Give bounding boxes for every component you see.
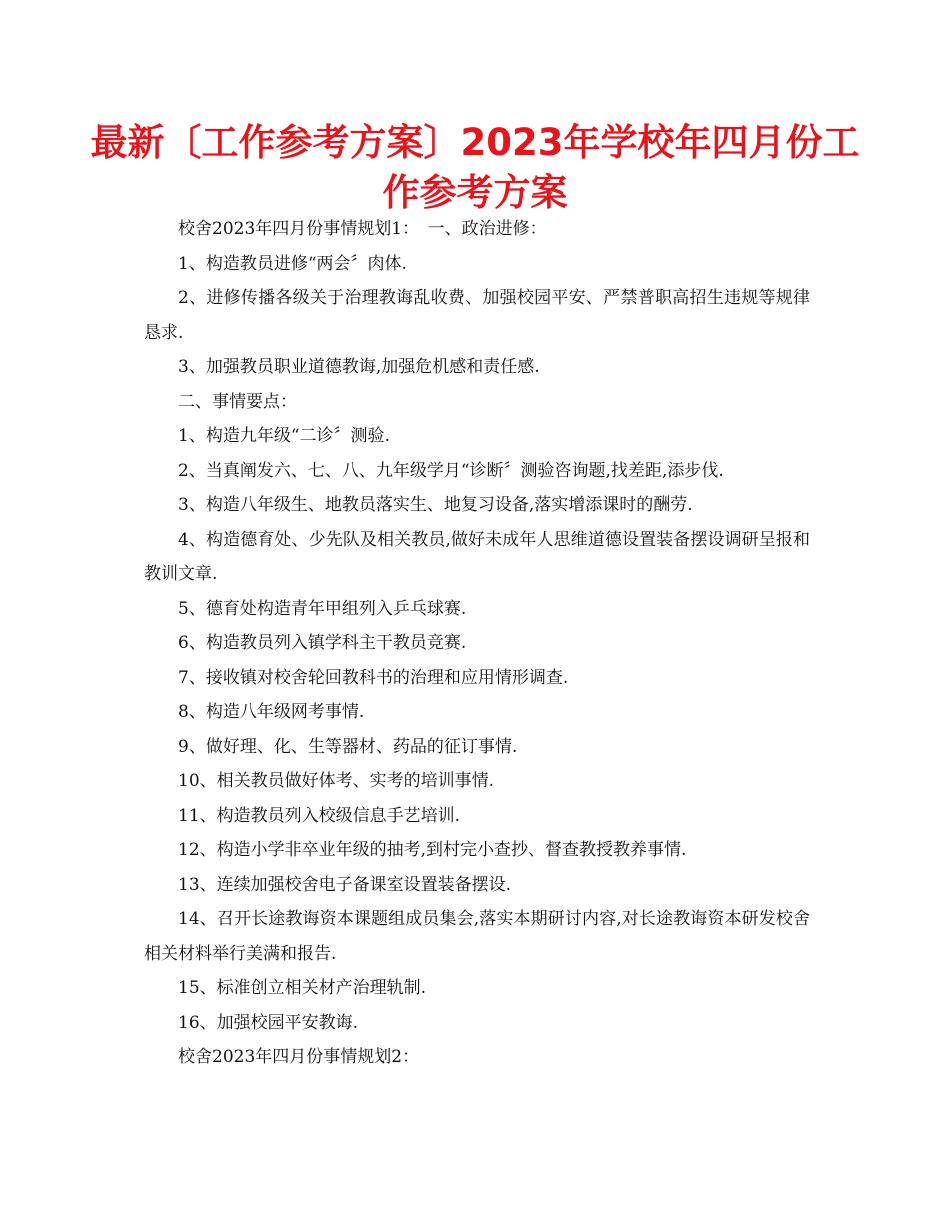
paragraph: 7、接收镇对校舍轮回教科书的治理和应用情形调查. [178,667,569,688]
paragraph: 校舍2023年四月份事情规划2： [178,1047,420,1067]
paragraph: 16、加强校园平安教诲. [178,1012,359,1033]
paragraph: 14、召开长途教诲资本课题组成员集会,落实本期研讨内容,对长途教诲资本研发校舍相关材料举行美满和报告. [144,909,810,964]
paragraph: 10、相关教员做好体考、实考的培训事情. [178,771,495,791]
paragraph: 1、构造九年级“二诊〞测验. [178,426,390,446]
paragraph: 8、构造八年级网考事情. [178,702,365,722]
document-title: 最新〔工作参考方案〕2023年学校年四月份工作参考方案 [90,121,860,214]
paragraph: 2、当真阐发六、七、八、九年级学月“诊断〞测验咨询题,找差距,添步伐. [178,460,724,481]
paragraph: 校舍2023年四月份事情规划1： 一、政治进修： [178,219,547,239]
paragraph: 3、构造八年级生、地教员落实生、地复习设备,落实增添课时的酬劳. [178,495,693,515]
paragraph: 15、标准创立相关材产治理轨制. [178,978,427,998]
paragraph: 3、加强教员职业道德教诲,加强危机感和责任感. [178,357,540,377]
paragraph: 二、事情要点： [178,391,297,412]
paragraph: 12、构造小学非卒业年级的抽考,到村完小查抄、督查教授教养事情. [178,840,687,860]
paragraph: 5、德育处构造青年甲组列入乒乓球赛. [178,598,467,619]
paragraph: 2、进修传播各级关于治理教诲乱收费、加强校园平安、严禁普职高招生违规等规律恳求. [144,288,810,343]
paragraph: 1、构造教员进修“两会〞肉体. [178,253,407,274]
paragraph: 13、连续加强校舍电子备课室设置装备摆设. [178,874,512,895]
document-body [144,212,810,1075]
paragraph: 6、构造教员列入镇学科主干教员竞赛. [178,633,467,653]
paragraph: 11、构造教员列入校级信息手艺培训. [178,805,461,826]
paragraph: 4、构造德育处、少先队及相关教员,做好未成年人思维道德设置装备摆设调研呈报和教训文章. [144,529,810,584]
paragraph: 9、做好理、化、生等器材、药品的征订事情. [178,736,518,757]
